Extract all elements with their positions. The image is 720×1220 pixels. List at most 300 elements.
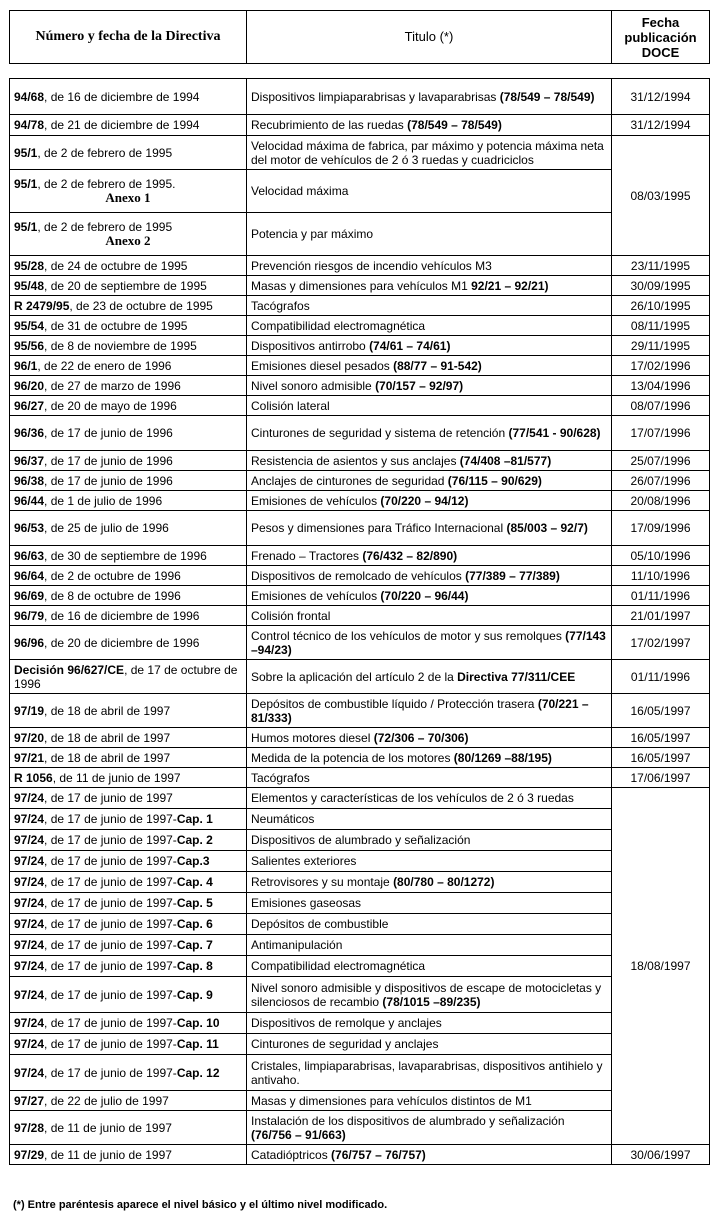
directive-date: , de 17 de junio de 1997- [44, 833, 177, 847]
directive-number: 96/69 [14, 588, 45, 603]
directive-title-cell [247, 694, 612, 728]
chapter-label: Cap. 4 [176, 875, 213, 889]
title-reference: (80/1269 –88/195) [453, 750, 552, 765]
directive-date: , de 31 de octubre de 1995 [44, 318, 188, 333]
directive-number: 97/24 [14, 1065, 45, 1080]
publication-date-cell: 29/11/1995 [612, 336, 710, 356]
directive-number-cell [10, 356, 247, 376]
header-number-date: Número y fecha de la Directiva [10, 11, 247, 64]
title-text: Dispositivos de remolque y anclajes [251, 1016, 442, 1030]
directive-number: 95/28 [14, 258, 45, 273]
directive-title-cell [247, 626, 612, 660]
directive-number-cell [10, 213, 247, 256]
publication-date-cell: 18/08/1997 [612, 788, 710, 1145]
footnote: (*) Entre paréntesis aparece el nivel básico y el último nivel modificado. [13, 1199, 388, 1211]
directive-date: , de 17 de junio de 1997- [44, 854, 177, 868]
directive-title-cell [247, 660, 612, 694]
directive-number: 97/20 [14, 730, 45, 745]
title-text: Recubrimiento de las ruedas [251, 118, 408, 132]
directive-date: , de 24 de octubre de 1995 [44, 258, 188, 273]
title-reference: (77/389 – 77/389) [465, 568, 560, 583]
table-row [10, 376, 710, 396]
directive-title-cell [247, 830, 612, 851]
chapter-label: Cap. 12 [176, 1065, 220, 1080]
title-reference: (88/77 – 91-542) [393, 358, 482, 373]
directive-number: 95/54 [14, 318, 45, 333]
publication-date-cell: 08/11/1995 [612, 316, 710, 336]
directive-date: , de 17 de junio de 1996 [44, 453, 173, 468]
directive-number: 97/19 [14, 703, 45, 718]
directive-title-cell [247, 1034, 612, 1055]
directive-number-cell [10, 491, 247, 511]
chapter-label: Cap. 10 [176, 1016, 220, 1030]
table-row [10, 748, 710, 768]
directive-date: , de 17 de octubre de 1996 [14, 662, 238, 691]
publication-date-cell: 21/01/1997 [612, 606, 710, 626]
title-text: Anclajes de cinturones de seguridad [251, 473, 448, 488]
directive-number-cell [10, 316, 247, 336]
directive-title-cell [247, 376, 612, 396]
directive-number-cell [10, 1091, 247, 1111]
title-text: Catadióptricos [251, 1147, 332, 1162]
directive-date: , de 8 de octubre de 1996 [44, 588, 181, 603]
directive-number-cell [10, 136, 247, 170]
title-text: Emisiones diesel pesados [251, 358, 394, 373]
directive-number-cell [10, 471, 247, 491]
title-reference: (70/220 – 94/12) [380, 493, 469, 508]
chapter-label: Cap. 9 [176, 987, 213, 1002]
directive-date: , de 17 de junio de 1997- [44, 875, 177, 889]
directive-title-cell [247, 872, 612, 893]
directive-number-cell [10, 872, 247, 893]
directive-title-cell [247, 416, 612, 451]
table-row [10, 1091, 710, 1111]
directive-title-cell [247, 809, 612, 830]
title-reference: (70/157 – 92/97) [375, 378, 464, 393]
directive-date: , de 16 de diciembre de 1996 [44, 608, 200, 623]
directive-title-cell [247, 893, 612, 914]
directive-date: , de 17 de junio de 1996 [44, 473, 173, 488]
table-row [10, 276, 710, 296]
title-reference: (78/549 – 78/549) [407, 118, 502, 132]
title-reference: 92/21 – 92/21) [471, 278, 549, 293]
directive-date: , de 1 de julio de 1996 [44, 493, 163, 508]
table-row [10, 336, 710, 356]
table-row [10, 511, 710, 546]
publication-date-cell: 17/09/1996 [612, 511, 710, 546]
directive-title-cell [247, 1091, 612, 1111]
title-text: Dispositivos limpiaparabrisas y lavaparabrisas [251, 89, 500, 104]
directive-number-cell [10, 451, 247, 471]
publication-date-cell: 01/11/1996 [612, 660, 710, 694]
directives-table-body [10, 79, 710, 1165]
table-row [10, 977, 710, 1013]
title-reference: Directiva 77/311/CEE [457, 669, 576, 684]
header-line: publicación [624, 29, 697, 45]
directive-number-cell [10, 566, 247, 586]
publication-date-cell: 16/05/1997 [612, 694, 710, 728]
table-row [10, 830, 710, 851]
directive-number-cell [10, 788, 247, 809]
table-row [10, 451, 710, 471]
directive-number-cell [10, 1013, 247, 1034]
title-reference: (76/757 – 76/757) [331, 1147, 426, 1162]
directive-date: , de 18 de abril de 1997 [44, 730, 171, 745]
publication-date-cell: 17/02/1996 [612, 356, 710, 376]
directive-number: 97/24 [14, 854, 45, 868]
directive-number: 96/38 [14, 473, 45, 488]
title-text: Tacógrafos [251, 770, 310, 785]
directive-number: 95/48 [14, 278, 45, 293]
title-text: Humos motores diesel [251, 730, 374, 745]
directive-number: 96/79 [14, 608, 45, 623]
directive-number-cell [10, 511, 247, 546]
directive-number: 95/1 [14, 220, 38, 234]
title-text: Elementos y características de los vehículos de 2 ó 3 ruedas [251, 791, 574, 805]
chapter-label: Cap. 7 [176, 938, 213, 952]
directive-number: 97/24 [14, 938, 45, 952]
directive-number: 95/56 [14, 338, 45, 353]
publication-date-cell: 17/02/1997 [612, 626, 710, 660]
annex-label: Anexo 2 [105, 233, 151, 248]
directive-date: , de 20 de mayo de 1996 [44, 398, 177, 413]
directive-number-cell [10, 606, 247, 626]
directive-number: 97/24 [14, 875, 45, 889]
title-text: Colisión lateral [251, 398, 330, 413]
title-text: Instalación de los dispositivos de alumbrado y señalización [251, 1113, 565, 1128]
directive-number: R 2479/95 [14, 298, 70, 313]
title-text: Sobre la aplicación del artículo 2 de la [251, 669, 458, 684]
table-row [10, 728, 710, 748]
header-publication-date [612, 11, 710, 64]
directive-number-cell [10, 1034, 247, 1055]
table-row [10, 1145, 710, 1165]
directive-title-cell [247, 356, 612, 376]
directive-title-cell [247, 316, 612, 336]
directive-number-cell [10, 336, 247, 356]
publication-date-cell: 05/10/1996 [612, 546, 710, 566]
header-row [10, 11, 710, 64]
chapter-label: Cap. 6 [176, 917, 213, 931]
title-text: Pesos y dimensiones para Tráfico Internacional [251, 521, 507, 535]
chapter-label: Cap. 5 [176, 896, 213, 910]
directive-number: 96/1 [14, 358, 38, 373]
directive-number: 97/24 [14, 833, 45, 847]
table-row [10, 935, 710, 956]
title-text: Emisiones de vehículos [251, 493, 381, 508]
directive-number-cell [10, 809, 247, 830]
directive-number: 97/24 [14, 959, 45, 973]
directive-date: , de 17 de junio de 1997- [44, 1016, 177, 1030]
title-reference: (85/003 – 92/7) [506, 521, 588, 535]
title-text: Masas y dimensiones para vehículos distintos de M1 [251, 1093, 532, 1108]
directive-title-cell [247, 935, 612, 956]
table-row [10, 213, 710, 256]
directive-date: , de 17 de junio de 1997- [44, 959, 177, 973]
publication-date-cell: 01/11/1996 [612, 586, 710, 606]
directive-date: , de 20 de diciembre de 1996 [44, 635, 200, 650]
title-text: Cristales, limpiaparabrisas, lavaparabrisas, dispositivos antihielo y antivaho. [251, 1058, 603, 1087]
directive-number: Decisión 96/627/CE [14, 662, 125, 677]
directive-number: 97/24 [14, 812, 45, 826]
directive-number: 94/68 [14, 89, 45, 104]
table-row [10, 256, 710, 276]
directive-title-cell [247, 851, 612, 872]
publication-date-cell: 13/04/1996 [612, 376, 710, 396]
directive-number: 96/64 [14, 568, 45, 583]
directive-date: , de 22 de julio de 1997 [44, 1093, 169, 1108]
title-text: Emisiones de vehículos [251, 588, 381, 603]
directive-number: 97/24 [14, 1037, 45, 1051]
directive-number: 97/29 [14, 1147, 45, 1162]
publication-date-cell: 08/03/1995 [612, 136, 710, 256]
directive-number: 96/37 [14, 453, 45, 468]
directive-number-cell [10, 1145, 247, 1165]
title-text: Salientes exteriores [251, 854, 357, 868]
publication-date-cell: 30/09/1995 [612, 276, 710, 296]
directives-table [9, 78, 710, 1165]
directive-title-cell [247, 606, 612, 626]
directive-number: 97/24 [14, 1016, 45, 1030]
header-title: Titulo (*) [247, 11, 612, 64]
directive-title-cell [247, 566, 612, 586]
directive-date: , de 30 de septiembre de 1996 [44, 548, 207, 563]
table-row [10, 546, 710, 566]
directive-title-cell [247, 586, 612, 606]
table-row [10, 79, 710, 115]
directive-date: , de 2 de febrero de 1995 [37, 220, 173, 234]
directive-number-cell [10, 79, 247, 115]
table-row [10, 566, 710, 586]
directive-title-cell [247, 115, 612, 136]
directive-number: 96/44 [14, 493, 45, 508]
directive-number-cell [10, 728, 247, 748]
directive-date: , de 17 de junio de 1997- [44, 987, 177, 1002]
title-text: Velocidad máxima [251, 184, 349, 198]
title-reference: (78/549 – 78/549) [499, 89, 595, 104]
directive-title-cell [247, 728, 612, 748]
title-text: Masas y dimensiones para vehículos M1 [251, 278, 472, 293]
title-text: Tacógrafos [251, 298, 310, 313]
title-text: Medida de la potencia de los motores [251, 750, 454, 765]
directive-title-cell [247, 977, 612, 1013]
directive-title-cell [247, 748, 612, 768]
directive-number-cell [10, 626, 247, 660]
publication-date-cell: 08/07/1996 [612, 396, 710, 416]
table-row [10, 1055, 710, 1091]
title-text: Emisiones gaseosas [251, 896, 362, 910]
table-row [10, 914, 710, 935]
publication-date-cell: 30/06/1997 [612, 1145, 710, 1165]
directive-number-cell [10, 914, 247, 935]
directive-number-cell [10, 586, 247, 606]
title-text: Resistencia de asientos y sus anclajes [251, 453, 460, 468]
directive-number-cell [10, 748, 247, 768]
directive-number-cell [10, 376, 247, 396]
table-row [10, 471, 710, 491]
table-row [10, 416, 710, 451]
directive-date: , de 17 de junio de 1997 [44, 791, 173, 805]
title-reference: (77/143 –94/23) [251, 628, 606, 657]
directive-date: , de 17 de junio de 1997- [44, 896, 177, 910]
directive-title-cell [247, 491, 612, 511]
publication-date-cell: 26/10/1995 [612, 296, 710, 316]
header-line: DOCE [641, 44, 680, 60]
directive-number: 97/27 [14, 1093, 45, 1108]
publication-date-cell: 17/06/1997 [612, 768, 710, 788]
directive-title-cell [247, 1013, 612, 1034]
directive-number-cell [10, 977, 247, 1013]
directive-number: 96/27 [14, 398, 45, 413]
table-row [10, 809, 710, 830]
title-reference: (70/221 – 81/333) [251, 696, 589, 725]
directive-date: , de 11 de junio de 1997 [44, 1120, 172, 1135]
title-reference: (76/756 – 91/663) [251, 1127, 346, 1142]
table-row [10, 660, 710, 694]
title-text: Dispositivos de remolcado de vehículos [251, 568, 466, 583]
table-row [10, 115, 710, 136]
publication-date-cell: 16/05/1997 [612, 728, 710, 748]
directive-date: , de 16 de diciembre de 1994 [44, 89, 200, 104]
directive-number-cell [10, 546, 247, 566]
table-row [10, 396, 710, 416]
table-row [10, 1013, 710, 1034]
directive-number-cell [10, 170, 247, 213]
directive-date: , de 17 de junio de 1997- [44, 1065, 177, 1080]
directive-date: , de 17 de junio de 1997- [44, 812, 177, 826]
directive-title-cell [247, 1111, 612, 1145]
directive-number-cell [10, 935, 247, 956]
publication-date-cell: 23/11/1995 [612, 256, 710, 276]
title-text: Compatibilidad electromagnética [251, 318, 426, 333]
chapter-label: Cap. 1 [176, 812, 213, 826]
title-text: Depósitos de combustible [251, 917, 389, 931]
publication-date-cell: 31/12/1994 [612, 79, 710, 115]
table-row [10, 491, 710, 511]
directive-date: , de 2 de febrero de 1995 [37, 145, 173, 160]
title-reference: (76/432 – 82/890) [362, 548, 458, 563]
directive-date: , de 27 de marzo de 1996 [44, 378, 181, 393]
directive-title-cell [247, 546, 612, 566]
title-reference: (72/306 – 70/306) [373, 730, 469, 745]
table-row [10, 768, 710, 788]
title-text: Control técnico de los vehículos de motor y sus remolques [251, 628, 566, 643]
directive-title-cell [247, 788, 612, 809]
directive-number: 96/53 [14, 521, 45, 535]
directive-date: , de 2 de octubre de 1996 [44, 568, 181, 583]
table-row [10, 694, 710, 728]
title-text: Retrovisores y su montaje [251, 875, 394, 889]
directive-number-cell [10, 396, 247, 416]
directive-title-cell [247, 471, 612, 491]
directive-number: 97/24 [14, 987, 45, 1002]
title-reference: (80/780 – 80/1272) [393, 875, 495, 889]
publication-date-cell: 26/07/1996 [612, 471, 710, 491]
title-reference: (76/115 – 90/629) [447, 473, 542, 488]
directive-title-cell [247, 451, 612, 471]
directive-title-cell [247, 914, 612, 935]
chapter-label: Cap. 8 [176, 959, 213, 973]
directive-number-cell [10, 694, 247, 728]
directive-number-cell [10, 1111, 247, 1145]
directive-date: , de 17 de junio de 1997- [44, 1037, 177, 1051]
directive-number-cell [10, 115, 247, 136]
directive-date: , de 22 de enero de 1996 [37, 358, 172, 373]
publication-date-cell: 17/07/1996 [612, 416, 710, 451]
publication-date-cell: 31/12/1994 [612, 115, 710, 136]
directive-title-cell [247, 396, 612, 416]
directive-number: 97/28 [14, 1120, 45, 1135]
title-text: Antimanipulación [251, 938, 343, 952]
directive-number: 96/63 [14, 548, 45, 563]
directive-title-cell [247, 511, 612, 546]
directive-number: 97/24 [14, 917, 45, 931]
table-row [10, 296, 710, 316]
table-row [10, 1111, 710, 1145]
directive-title-cell [247, 1055, 612, 1091]
directive-number-cell [10, 893, 247, 914]
directive-date: , de 25 de julio de 1996 [44, 521, 169, 535]
table-row [10, 586, 710, 606]
directive-date: , de 11 de junio de 1997 [44, 1147, 172, 1162]
directive-number-cell [10, 276, 247, 296]
table-row [10, 872, 710, 893]
title-text: Neumáticos [251, 812, 315, 826]
directive-title-cell [247, 336, 612, 356]
directive-date: , de 23 de octubre de 1995 [69, 298, 213, 313]
title-reference: (77/541 - 90/628) [508, 426, 601, 440]
title-text: Velocidad máxima de fabrica, par máximo y potencia máxima neta del motor de vehículos de 2 ó 3 ruedas y cuadriciclos [251, 138, 604, 167]
directive-number-cell [10, 830, 247, 851]
directive-title-cell [247, 296, 612, 316]
title-reference: (74/408 –81/577) [459, 453, 552, 468]
directive-number: 97/21 [14, 750, 45, 765]
directive-number-cell [10, 1055, 247, 1091]
chapter-label: Cap. 2 [176, 833, 213, 847]
directive-date: , de 17 de junio de 1997- [44, 917, 177, 931]
title-text: Dispositivos antirrobo [251, 338, 370, 353]
directive-title-cell [247, 170, 612, 213]
publication-date-cell: 16/05/1997 [612, 748, 710, 768]
directive-date: , de 18 de abril de 1997 [44, 703, 171, 718]
title-text: Dispositivos de alumbrado y señalización [251, 833, 471, 847]
publication-date-cell: 11/10/1996 [612, 566, 710, 586]
title-reference: (74/61 – 74/61) [369, 338, 451, 353]
title-text: Compatibilidad electromagnética [251, 959, 426, 973]
directive-number: 95/1 [14, 177, 38, 191]
directive-date: , de 17 de junio de 1997- [44, 938, 177, 952]
table-row [10, 170, 710, 213]
directive-number-cell [10, 660, 247, 694]
directive-title-cell [247, 256, 612, 276]
title-text: Cinturones de seguridad y anclajes [251, 1037, 439, 1051]
table-row [10, 893, 710, 914]
directive-date: , de 11 de junio de 1997 [52, 770, 181, 785]
directive-number: 96/36 [14, 426, 45, 440]
title-text: Depósitos de combustible líquido / Protección trasera [251, 696, 538, 711]
directive-title-cell [247, 213, 612, 256]
table-row [10, 851, 710, 872]
directive-number: R 1056 [14, 770, 53, 785]
directive-date: , de 8 de noviembre de 1995 [44, 338, 197, 353]
directive-number-cell [10, 851, 247, 872]
directive-number-cell [10, 416, 247, 451]
header-table [9, 10, 710, 64]
chapter-label: Cap. 11 [176, 1037, 219, 1051]
directive-date: , de 20 de septiembre de 1995 [44, 278, 207, 293]
directive-title-cell [247, 768, 612, 788]
title-text: Prevención riesgos de incendio vehículos M3 [251, 258, 492, 273]
